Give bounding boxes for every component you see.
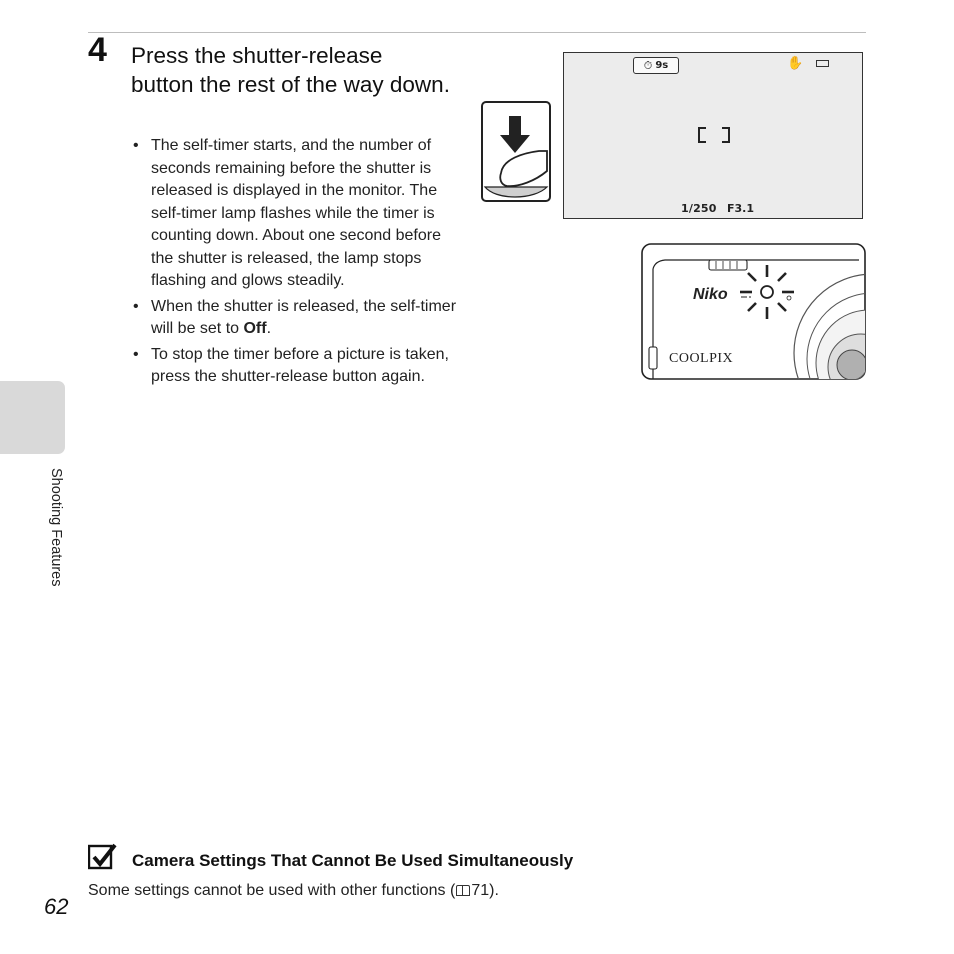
focus-area-bracket-left	[698, 127, 706, 143]
bullet-text: When the shutter is released, the self-timer will be set to	[151, 297, 457, 337]
battery-icon	[816, 60, 829, 67]
instruction-list	[131, 135, 461, 392]
list-item	[131, 344, 461, 389]
shutter-press-icon	[481, 101, 551, 202]
bullet-icon: •	[133, 297, 139, 315]
self-timer-indicator	[633, 57, 679, 74]
bullet-text: The self-timer starts, and the number of seconds remaining before the shutter is released is displayed in the monitor. The self-timer lamp flashes while the timer is counting down. About one second before the shutter is released, the lamp stops flashing and glows steadily.	[151, 137, 441, 289]
bullet-icon: •	[133, 345, 139, 363]
step-number: 4	[88, 31, 107, 69]
camera-brand: Niko	[693, 286, 728, 303]
page-reference[interactable]: 71	[471, 882, 490, 899]
shutter-speed: 1/250	[681, 202, 717, 215]
bullet-text: To stop the timer before a picture is taken, press the shutter-release button again.	[151, 345, 449, 385]
self-timer-icon: ⏱	[643, 58, 653, 72]
note-text-end: ).	[489, 882, 499, 899]
focus-area-bracket-right	[722, 127, 730, 143]
camera-monitor	[563, 52, 863, 219]
bullet-text-end: .	[266, 320, 272, 337]
page-number: 62	[44, 894, 69, 919]
list-item	[131, 296, 461, 341]
chapter-tab	[0, 381, 65, 454]
note-body	[88, 880, 499, 902]
page-reference-icon	[456, 885, 470, 896]
top-rule	[88, 32, 866, 33]
note-text: Some settings cannot be used with other functions (	[88, 882, 456, 899]
note-title: Camera Settings That Cannot Be Used Simultaneously	[132, 851, 574, 870]
chapter-label: Shooting Features	[48, 468, 64, 587]
bullet-icon: •	[133, 137, 139, 154]
timer-remaining: 9s	[655, 59, 669, 71]
off-setting: Off	[243, 320, 267, 337]
list-item	[131, 135, 461, 293]
camera-front-illustration	[641, 243, 866, 380]
aperture-value: F3.1	[727, 202, 755, 215]
check-mark-icon	[88, 843, 118, 871]
camera-model: COOLPIX	[669, 351, 734, 366]
step-title: Press the shutter-release button the rest of the way down.	[131, 43, 450, 97]
vibration-reduction-icon: ✋	[787, 56, 804, 71]
